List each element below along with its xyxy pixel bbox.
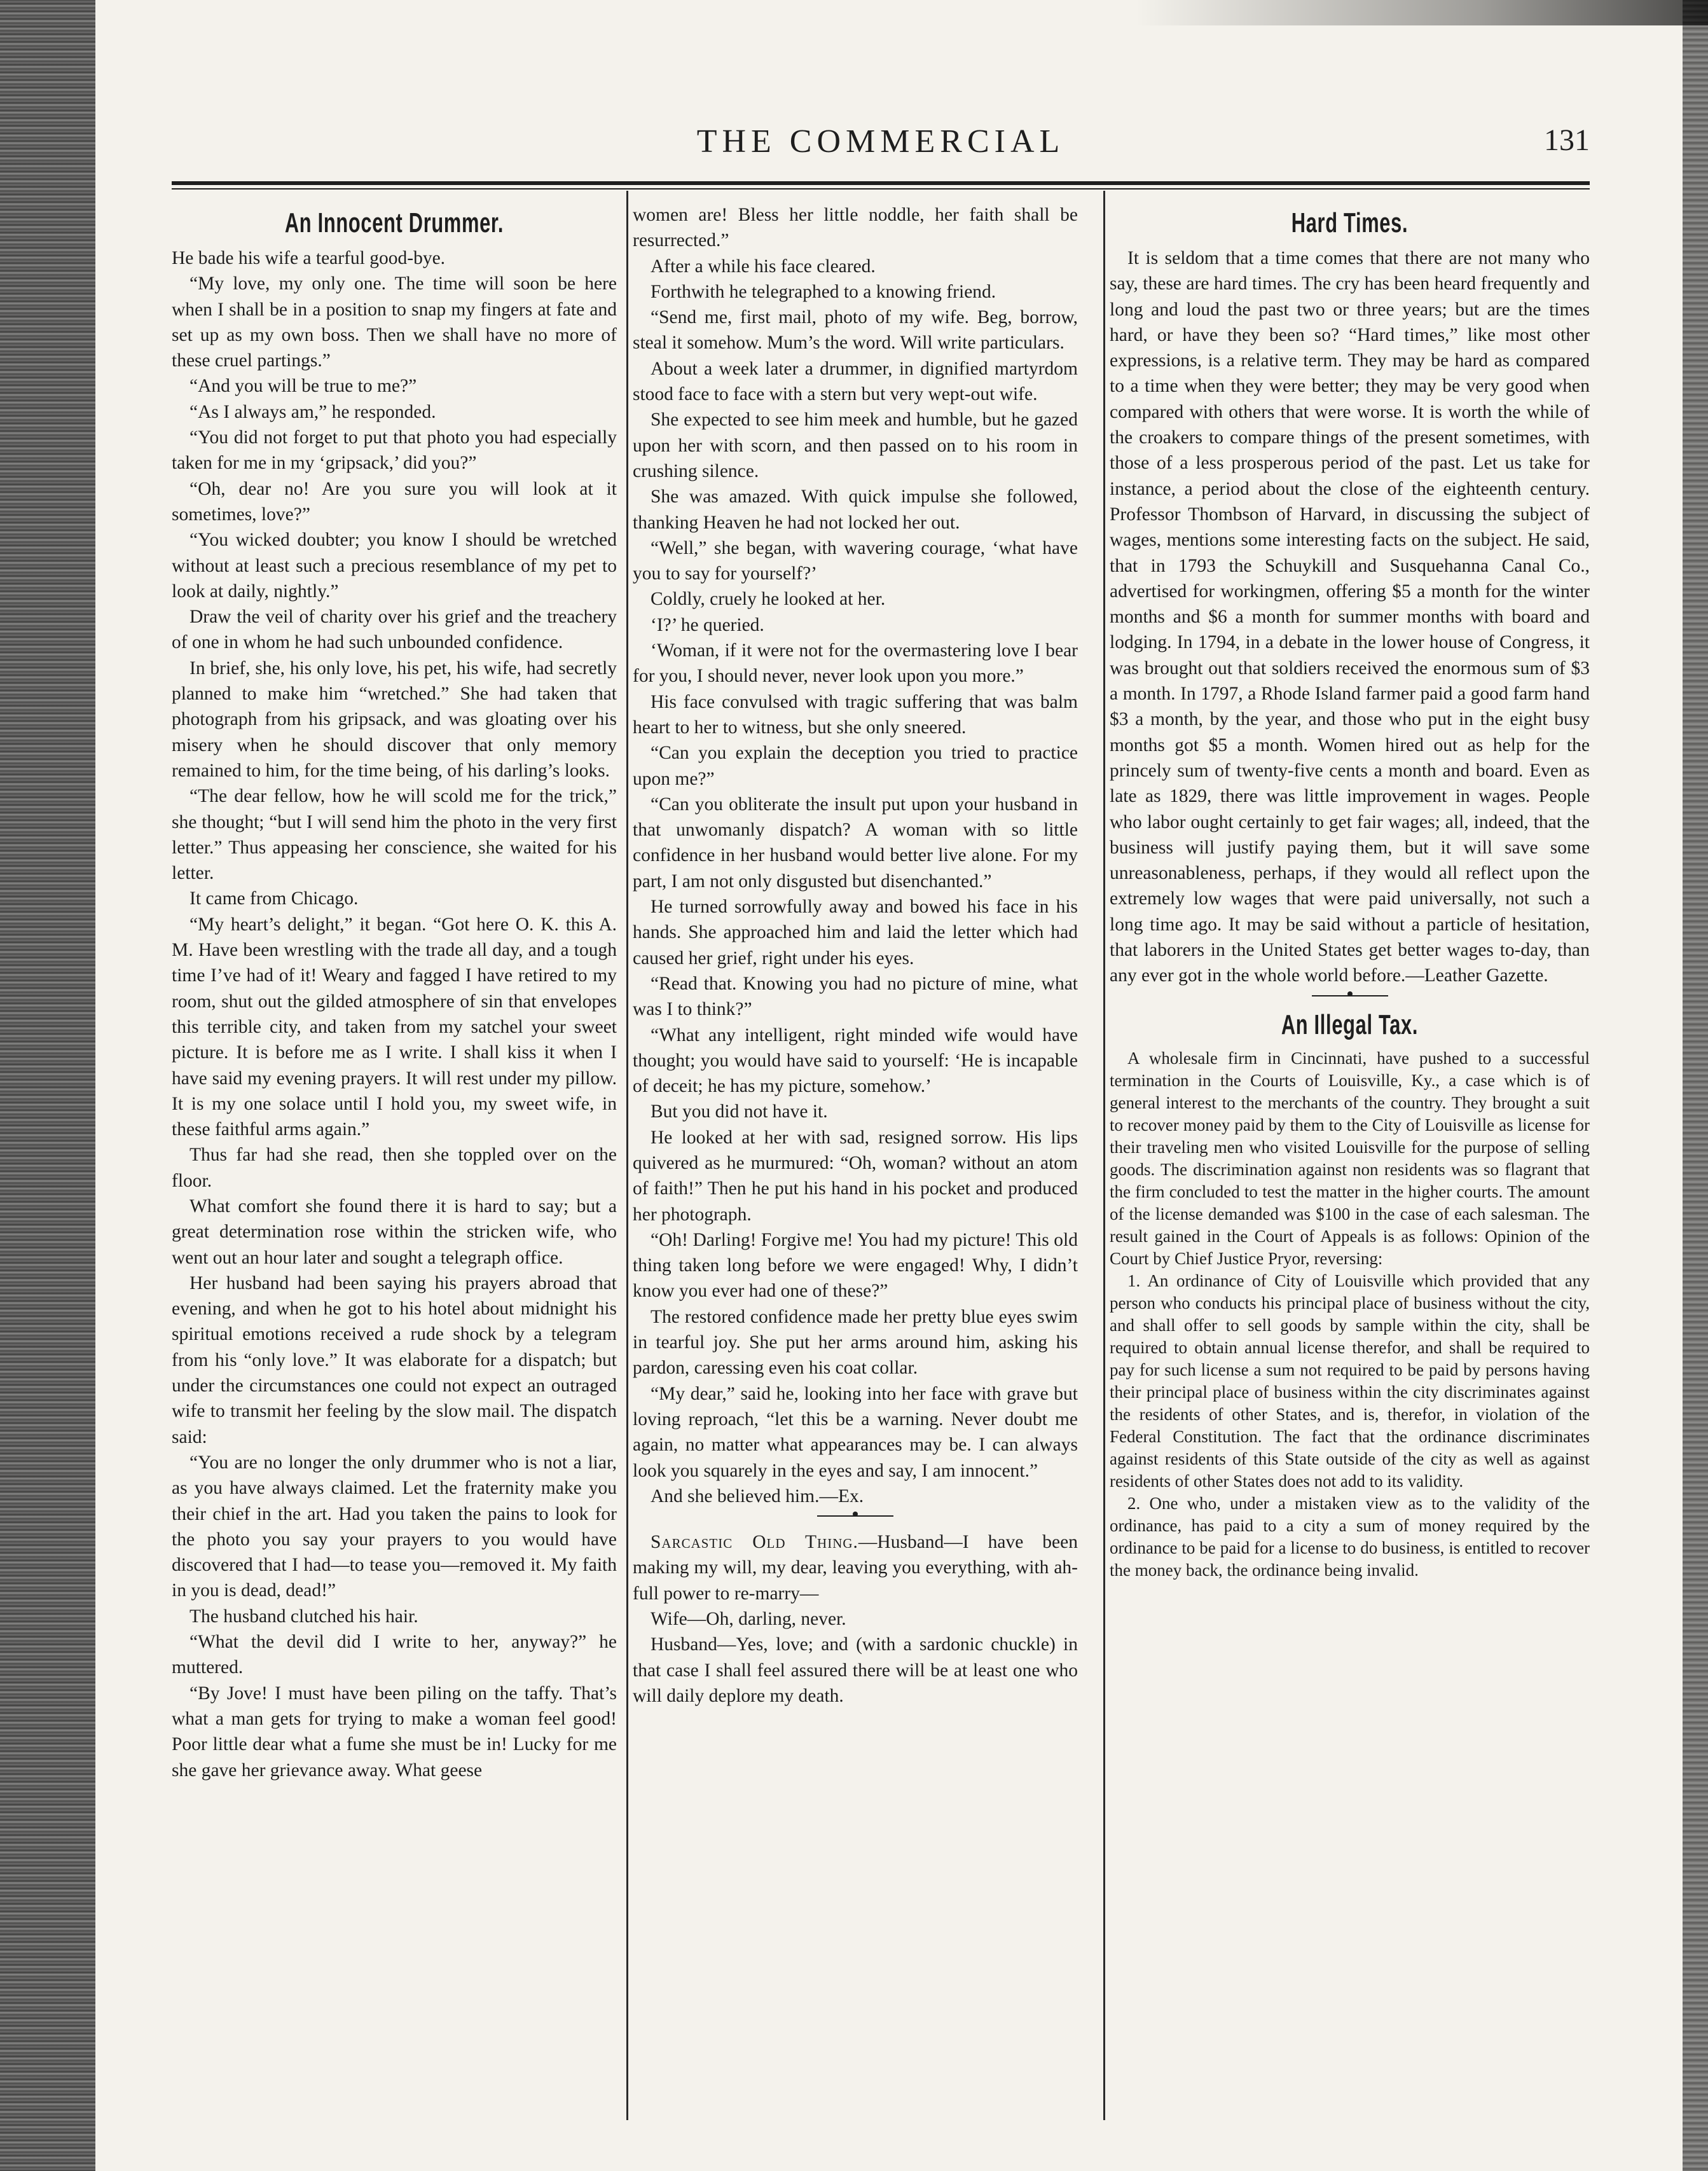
article-paragraph: “You wicked doubter; you know I should be wretched without at least such a precious resemblance of my pet to look at daily, nightly.” xyxy=(172,530,617,602)
article-paragraph: “My love, my only one. The time will soon be here when I shall be in a position to snap my fingers at fate and set up as my own boss. Then we shall have no more of these cruel partings.” xyxy=(172,273,617,371)
column-1 xyxy=(172,202,617,2126)
article-paragraph: He bade his wife a tearful good-bye. xyxy=(172,248,446,268)
article-paragraph: “Can you explain the deception you tried to practice upon me?” xyxy=(633,743,1078,789)
article-paragraph: The husband clutched his hair. xyxy=(189,1606,418,1627)
article-paragraph: “Oh! Darling! Forgive me! You had my picture! This old thing taken long before we were engaged! Why, I didn’t know you ever had one of these?” xyxy=(633,1229,1078,1302)
article-paragraph: “My heart’s delight,” it began. “Got here O. K. this A. M. Have been wrestling with the trade all day, and a tough time I’ve had of it! Weary and fagged I have retired to my room, shut out the gilded atmosphere of sin that envelopes this terrible city, and taken from my satchel your sweet picture. It is before me as I write. I shall kiss it when I have said my evening prayers. It will rest under my pillow. It is my one solace until I hold you, my sweet wife, in these faithful arms again.” xyxy=(172,914,617,1140)
article-headline-hard-times: Hard Times. xyxy=(1291,207,1408,238)
article-paragraph: ‘Woman, if it were not for the overmastering love I bear for you, I should never, never look upon you more.” xyxy=(633,640,1078,687)
column-divider xyxy=(626,191,628,2120)
article-paragraph: Husband—Yes, love; and (with a sardonic chuckle) in that case I shall feel assured there will be at least one who will daily deplore my death. xyxy=(633,1634,1078,1706)
article-paragraph: But you did not have it. xyxy=(651,1101,828,1122)
article-paragraph: women are! Bless her little noddle, her faith shall be resurrected.” xyxy=(633,205,1078,251)
column-2 xyxy=(633,202,1078,2126)
page-number: 131 xyxy=(1544,123,1590,157)
article-paragraph: What comfort she found there it is hard to say; but a great determination rose within the stricken wife, who went out an hour later and sought a telegraph office. xyxy=(172,1196,617,1268)
article-paragraph: Coldly, cruely he looked at her. xyxy=(651,589,886,610)
article-paragraph: Draw the veil of charity over his grief and the treachery of one in whom he had such unbounded confidence. xyxy=(172,607,617,653)
article-paragraph: Wife—Oh, darling, never. xyxy=(651,1609,846,1630)
article-paragraph: “Read that. Knowing you had no picture of mine, what was I to think?” xyxy=(633,973,1078,1020)
article-paragraph: “And you will be true to me?” xyxy=(189,376,417,397)
newspaper-title: THE COMMERCIAL xyxy=(696,123,1065,160)
article-paragraph: “Send me, first mail, photo of my wife. Beg, borrow, steal it somehow. Mum’s the word. Will write particulars. xyxy=(633,307,1078,354)
article-paragraph: His face convulsed with tragic suffering that was balm heart to her to witness, but she only sneered. xyxy=(633,691,1078,738)
article-paragraph: About a week later a drummer, in dignified martyrdom stood face to face with a stern but very wept-out wife. xyxy=(633,358,1078,405)
article-end-rule xyxy=(817,1515,893,1522)
scan-edge-right xyxy=(1683,0,1708,2171)
sarcastic-text: —Husband—I have been making my will, my dear, leaving you everything, with ah-full power to re-marry— xyxy=(633,1532,1078,1604)
article-paragraph: He looked at her with sad, resigned sorrow. His lips quivered as he murmured: “Oh, woman? without an atom of faith!” Then he put his hand in his pocket and produced her photograph. xyxy=(633,1127,1078,1225)
article-paragraph: “The dear fellow, how he will scold me for the trick,” she thought; “but I will send him the photo in the very first letter.” Thus appeasing her conscience, she waited for his letter. xyxy=(172,786,617,884)
article-paragraph: “By Jove! I must have been piling on the taffy. That’s what a man gets for trying to make a woman feel good! Poor little dear what a fume she must be in! Lucky for me she gave her grievance away. What geese xyxy=(172,1683,617,1781)
article-paragraph: “Can you obliterate the insult put upon your husband in that unwomanly dispatch? A woman with so little confidence in her husband would better live alone. For my part, I am not only disgusted but disenchanted.” xyxy=(633,794,1078,892)
article-end-rule xyxy=(1312,995,1388,1002)
article-paragraph: “What any intelligent, right minded wife would have thought; you would have said to yourself: ‘He is incapable of deceit; he has my picture, somehow.’ xyxy=(633,1024,1078,1097)
scan-corner-smudge xyxy=(1136,0,1708,25)
article-paragraph: After a while his face cleared. xyxy=(651,256,876,277)
article-paragraph: She was amazed. With quick impulse she followed, thanking Heaven he had not locked her out. xyxy=(633,486,1078,533)
column-3 xyxy=(1110,202,1590,2126)
article-paragraph: “What the devil did I write to her, anyway?” he muttered. xyxy=(172,1632,617,1678)
article-paragraph: The restored confidence made her pretty blue eyes swim in tearful joy. She put her arms around him, asking his pardon, caressing even his coat collar. xyxy=(633,1306,1078,1379)
article-headline-drummer: An Innocent Drummer. xyxy=(284,207,504,238)
article-paragraph: ‘I?’ he queried. xyxy=(651,614,764,635)
article-paragraph: Forthwith he telegraphed to a knowing friend. xyxy=(651,281,996,302)
masthead-rule-thin xyxy=(172,188,1590,190)
article-paragraph: Thus far had she read, then she toppled over on the floor. xyxy=(172,1145,617,1191)
article-paragraph: Her husband had been saying his prayers abroad that evening, and when he got to his hotel about midnight his spiritual emotions received a rude shock by a telegram from his “only love.” It was elaborate for a dispatch; but under the circumstances one could not expect an outraged wife to transmit her feeling by the slow mail. The dispatch said: xyxy=(172,1272,617,1447)
article-headline-illegal-tax: An Illegal Tax. xyxy=(1281,1009,1419,1040)
article-paragraph: “You did not forget to put that photo you had especially taken for me in my ‘gripsack,’ did you?” xyxy=(172,427,617,474)
sarcastic-lead: Sarcastic Old Thing. xyxy=(651,1532,858,1553)
article-paragraph: He turned sorrowfully away and bowed his face in his hands. She approached him and laid the letter which had caused her grief, right under his eyes. xyxy=(633,897,1078,968)
article-paragraph: It is seldom that a time comes that there are not many who say, these are hard times. The cry has been heard frequently and long and loud the past two or three years; but are the times hard, or have they been so? “Hard times,” like most other expressions, is a relative term. They may be hard as compared to a time when they were better; they may be very good when compared with others that were worse. It is worth the while of the croakers to compare things of the present sometimes, with those of a less prosperous period of the past. Let us take for instance, a period about the close of the eighteenth century. Professor Thombson of Harvard, in discussing the subject of wages, mentions some interesting facts on the subject. He said, that in 1793 the Schuykill and Susquehanna Canal Co., advertised for workingmen, offering $5 a month for the winter months and $6 a month for summer months with board and lodging. In 1794, in a debate in the lower house of Congress, it was brought out that soldiers received the enormous sum of $3 a month. In 1797, a Rhode Island farmer paid a good farm hand $3 a month, by the year, and those who put in the eight busy months got $5 a month. Women hired out as help for the princely sum of twenty-five cents a month and board. Even as late as 1829, there was little improvement in wages. People who labor ought certainly to get fair wages; all, indeed, that the business will justify paying them, but it will save some unreasonableness, perhaps, if they would all reflect upon the extremely low wages that were paid universally, not such a long time ago. It may be said without a particle of hesitation, that laborers in the United States get better wages to-day, than any ever got in the whole world before.—Leather Gazette. xyxy=(1110,248,1590,986)
article-paragraph: “Oh, dear no! Are you sure you will look at it sometimes, love?” xyxy=(172,478,617,525)
article-paragraph: 1. An ordinance of City of Louisville which provided that any person who conducts his principal place of business without the city, and shall offer to sell goods by sample within the city, shall be required to obtain annual license therefor, and shall be required to pay for such license a sum not required to be paid by persons having their principal place of business within the city discriminates against the residents of other States, and is, therefor, in violation of the Federal Constitution. The fact that the ordinance discriminates against residents of this State outside of the city as well as against residents of other States does not add to its validity. xyxy=(1110,1271,1590,1491)
article-paragraph: And she believed him.—Ex. xyxy=(651,1485,864,1506)
article-paragraph: “You are no longer the only drummer who is not a liar, as you have always claimed. Let the fraternity make you their chief in the art. Had you taken the pains to look for the photo you say your prayers to you would have discovered that I had—to tease you—removed it. My faith in you is dead, dead!” xyxy=(172,1452,617,1601)
masthead xyxy=(172,118,1590,162)
article-paragraph-sarcastic xyxy=(633,1529,1078,1606)
scan-edge-left xyxy=(0,0,95,2171)
article-paragraph: In brief, she, his only love, his pet, his wife, had secretly planned to make him “wretched.” She had taken that photograph from his gripsack, and was gloating over his misery when he should discover that only memory remained to him, for the time being, of his darling’s looks. xyxy=(172,658,617,781)
article-paragraph: “My dear,” said he, looking into her face with grave but loving reproach, “let this be a warning. Never doubt me again, no matter what appearances may be. I can always look you squarely in the eyes and say, I am innocent.” xyxy=(633,1383,1078,1481)
article-paragraph: “As I always am,” he responded. xyxy=(189,401,436,422)
article-paragraph: A wholesale firm in Cincinnati, have pushed to a successful termination in the Courts of Louisville, Ky., a case which is of general interest to the merchants of the country. They brought a suit to recover money paid by them to the City of Louisville as license for their traveling men who visited Louisville for the purpose of selling goods. The discrimination against non residents was so flagrant that the firm concluded to test the matter in the higher courts. The amount of the license demanded was $100 in the case of each salesman. The result gained in the Court of Appeals is as follows: Opinion of the Court by Chief Justice Pryor, reversing: xyxy=(1110,1048,1590,1268)
article-paragraph: She expected to see him meek and humble, but he gazed upon her with scorn, and then passed on to his room in crushing silence. xyxy=(633,410,1078,481)
article-paragraph: “Well,” she began, with wavering courage, ‘what have you to say for yourself?’ xyxy=(633,537,1078,584)
article-paragraph: It came from Chicago. xyxy=(189,888,359,909)
masthead-rule xyxy=(172,181,1590,185)
column-divider xyxy=(1103,191,1105,2120)
article-paragraph: 2. One who, under a mistaken view as to the validity of the ordinance, has paid to a city a sum of money required by the ordinance to be paid for a license to do business, is entitled to recover the money back, the ordinance being invalid. xyxy=(1110,1493,1590,1580)
